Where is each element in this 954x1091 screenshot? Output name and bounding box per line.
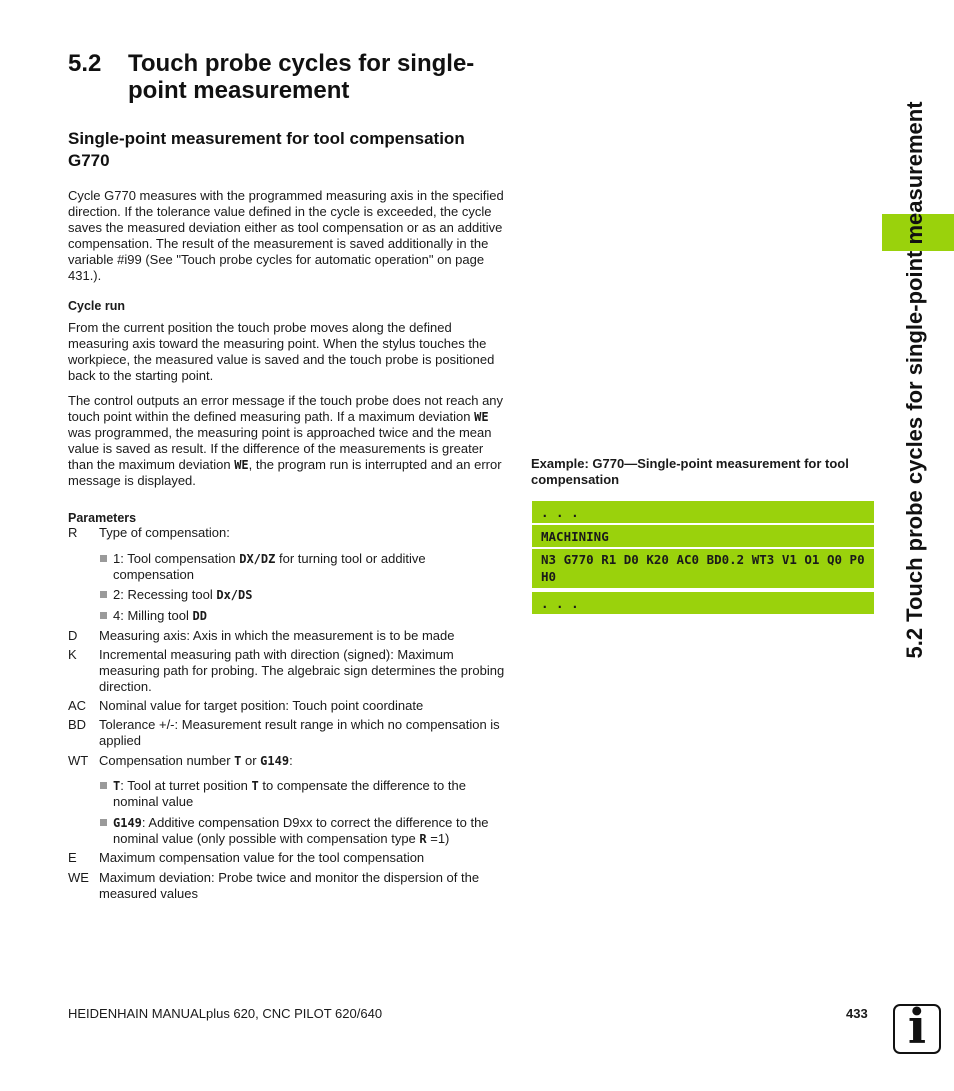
param-key: R: [68, 525, 78, 540]
param-desc: Nominal value for target position: Touch point coordinate: [99, 698, 424, 713]
text: for turning tool or additive compensation: [113, 551, 426, 582]
code: T: [234, 754, 242, 768]
cycle-run-paragraph-2: [68, 393, 508, 489]
text: : Tool at turret position: [120, 778, 252, 793]
code: R: [419, 832, 427, 846]
text: 2: Recessing tool: [113, 587, 217, 602]
param-desc: Tolerance +/-: Measurement result range in which no compensation is applied: [99, 717, 500, 748]
text: or: [241, 753, 261, 768]
text: =1): [426, 831, 450, 846]
chapter-number: 5.2: [68, 50, 102, 77]
param-desc: Incremental measuring path with direction (signed): Maximum measuring path for probing. The algebraic sign determines the probing direction.: [99, 647, 505, 694]
param-e: [68, 850, 508, 866]
param-key: BD: [68, 717, 87, 732]
footer-text: HEIDENHAIN MANUALplus 620, CNC PILOT 620/640: [68, 1006, 383, 1021]
bullet-square-icon: [100, 555, 107, 562]
code-row-n3: N3 G770 R1 D0 K20 AC0 BD0.2 WT3 V1 O1 Q0 P0 H0: [532, 549, 874, 588]
param-key: AC: [68, 698, 87, 713]
text: Compensation number: [99, 753, 235, 768]
param-bd: [68, 717, 508, 749]
param-key: WE: [68, 870, 89, 885]
side-title: 5.2 Touch probe cycles for single-point measurement: [902, 101, 927, 659]
param-k: [68, 647, 508, 695]
param-key: D: [68, 628, 78, 643]
code: G149: [113, 816, 142, 830]
param-r: [68, 525, 508, 541]
code: DX/DZ: [239, 552, 276, 566]
param-key: E: [68, 850, 77, 865]
code-row-machining: MACHINING: [532, 525, 874, 547]
code-we: WE: [474, 410, 489, 424]
code: DD: [192, 609, 207, 623]
param-wt-bullet-1: [100, 778, 510, 810]
text: was programmed, the measuring point is approached twice and the mean value is saved as result. If the difference of the measurements is greater than the maximum deviation: [68, 425, 492, 472]
param-r-bullet-1: [100, 551, 510, 583]
example-caption: Example: G770—Single-point measurement for tool compensation: [531, 456, 849, 487]
bullet-square-icon: [100, 819, 107, 826]
side-title-container: [880, 40, 950, 720]
text: The control outputs an error message if the touch probe does not reach any touch point within the defined measuring path. If a maximum deviation: [68, 393, 504, 424]
code: T: [251, 779, 259, 793]
text: 1: Tool compensation: [113, 551, 240, 566]
cycle-run-paragraph-1: From the current position the touch probe moves along the defined measuring axis toward the measuring point. When the stylus touches the workpiece, the measured value is saved and the touch probe is positioned back to the starting point.: [68, 320, 495, 383]
param-d: [68, 628, 508, 644]
text: , the program run is interrupted and an error message is displayed.: [68, 457, 502, 488]
info-icon: [893, 999, 941, 1055]
text: :: [289, 753, 293, 768]
param-desc: Type of compensation:: [99, 525, 230, 540]
param-key: K: [68, 647, 77, 662]
chapter-title-line1: Touch probe cycles for single-: [128, 50, 475, 77]
chapter-title: [68, 50, 528, 104]
param-r-bullet-3: [100, 608, 510, 624]
section-title: Single-point measurement for tool compensation G770: [68, 129, 465, 170]
param-we: [68, 870, 508, 902]
text: 4: Milling tool: [113, 608, 193, 623]
param-ac: [68, 698, 508, 714]
param-wt-bullet-2: [100, 815, 510, 847]
code: T: [113, 779, 121, 793]
bullet-square-icon: [100, 591, 107, 598]
param-desc: Maximum deviation: Probe twice and monitor the dispersion of the measured values: [99, 870, 480, 901]
intro-paragraph: Cycle G770 measures with the programmed measuring axis in the specified direction. If the tolerance value defined in the cycle is exceeded, the cycle saves the measured deviation either as tool compensation or as an additive compensation. The result of the measurement is saved additionally in the variable #i99 (See "Touch probe cycles for automatic operation" on page 431.).: [68, 188, 504, 283]
bullet-square-icon: [100, 612, 107, 619]
chapter-title-line2: point measurement: [128, 77, 350, 104]
bullet-square-icon: [100, 782, 107, 789]
code-row-ellipsis-start: . . .: [532, 501, 874, 523]
text: : Additive compensation D9xx to correct the difference to the nominal value (only possible with compensation type: [113, 815, 489, 846]
code-row-ellipsis-end: . . .: [532, 592, 874, 614]
code-we: WE: [234, 458, 249, 472]
info-glyph: i: [907, 999, 927, 1055]
cycle-run-heading: Cycle run: [68, 299, 125, 313]
text: to compensate the difference to the nominal value: [113, 778, 466, 809]
param-desc: Maximum compensation value for the tool compensation: [99, 850, 425, 865]
page-number: 433: [846, 1006, 868, 1021]
parameters-heading: Parameters: [68, 511, 137, 525]
param-desc: Measuring axis: Axis in which the measurement is to be made: [99, 628, 455, 643]
param-key: WT: [68, 753, 89, 768]
code: G149: [260, 754, 290, 768]
code: Dx/DS: [216, 588, 253, 602]
param-r-bullet-2: [100, 587, 510, 603]
param-wt: [68, 753, 508, 769]
